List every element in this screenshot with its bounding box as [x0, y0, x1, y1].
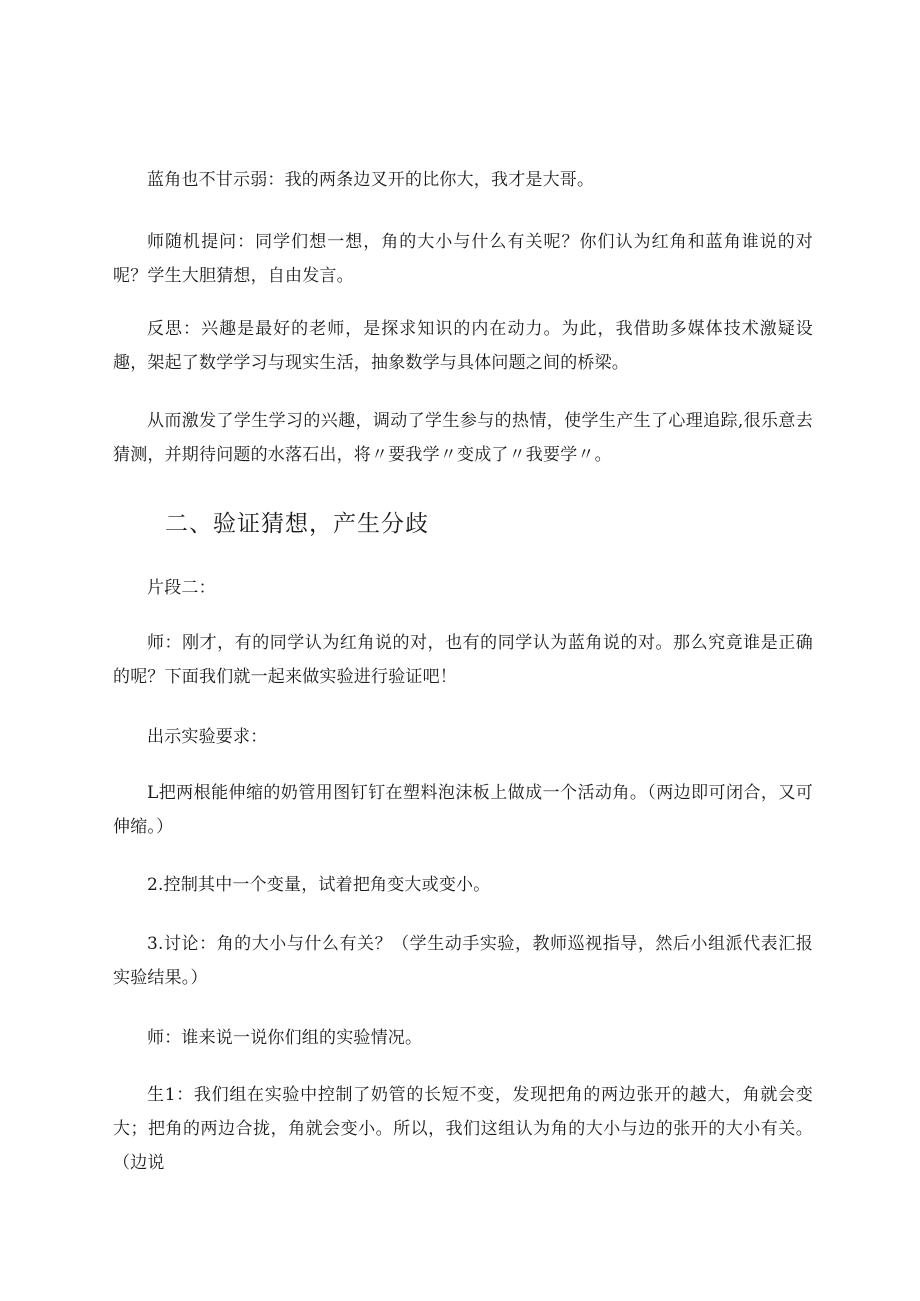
- paragraph-teacher-ask: 师：谁来说一说你们组的实验情况。: [147, 1028, 423, 1048]
- paragraph-requirement-3: 3.讨论：角的大小与什么有关？（学生动手实验，教师巡视指导，然后小组派代表汇报实验结果。）: [113, 934, 813, 988]
- paragraph-teacher-intro: 师：刚才，有的同学认为红角说的对，也有的同学认为蓝角说的对。那么究竟谁是正确的呢？下面我们就一起来做实验进行验证吧！: [113, 633, 813, 687]
- paragraph-blue-angle: 蓝角也不甘示弱：我的两条边叉开的比你大，我才是大哥。: [147, 170, 595, 190]
- section-heading: 二、验证猜想，产生分歧: [165, 511, 429, 537]
- paragraph-interest: 从而激发了学生学习的兴趣，调动了学生参与的热情，使学生产生了心理追踪,很乐意去猜测，并期待问题的水落石出，将〃要我学〃变成了〃我要学〃。: [113, 411, 813, 465]
- paragraph-requirement-1: L把两根能伸缩的奶管用图钉钉在塑料泡沫板上做成一个活动角。（两边即可闭合，又可伸缩。）: [113, 783, 813, 837]
- paragraph-requirements-title: 出示实验要求：: [147, 727, 268, 747]
- paragraph-requirement-2: 2.控制其中一个变量，试着把角变大或变小。: [147, 875, 491, 895]
- paragraph-teacher-question: 师随机提问：同学们想一想，角的大小与什么有关呢？你们认为红角和蓝角谁说的对呢？学生大胆猜想，自由发言。: [113, 232, 813, 286]
- paragraph-student-1: 生1：我们组在实验中控制了奶管的长短不变，发现把角的两边张开的越大，角就会变大；把角的两边合拢，角就会变小。所以，我们这组认为角的大小与边的张开的大小有关。（边说: [113, 1085, 813, 1173]
- paragraph-segment-two: 片段二：: [147, 578, 216, 598]
- paragraph-reflection: 反思：兴趣是最好的老师，是探求知识的内在动力。为此，我借助多媒体技术激疑设趣，架起了数学学习与现实生活，抽象数学与具体问题之间的桥梁。: [113, 319, 813, 373]
